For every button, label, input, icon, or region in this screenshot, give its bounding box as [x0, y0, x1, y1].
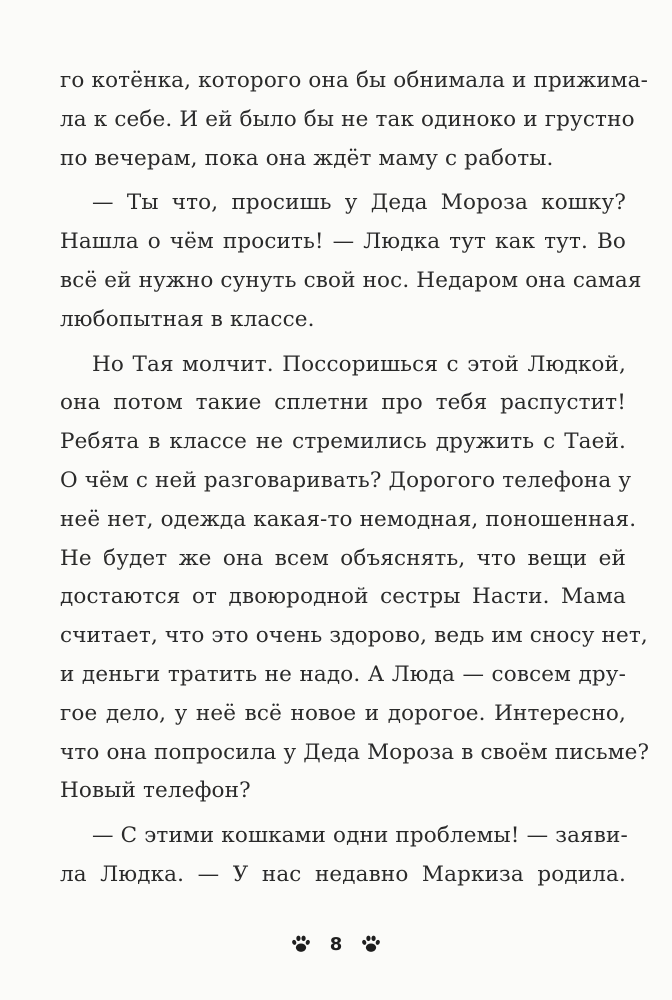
- paragraph-1: [60, 62, 649, 178]
- page-body: [60, 62, 650, 895]
- text-line: Новый телефон?: [60, 778, 251, 804]
- text-line: всё ей нужно сунуть свой нос. Недаром она самая: [60, 267, 642, 293]
- text-line: что она попросила у Деда Мороза в своём письме?: [60, 739, 650, 765]
- page-footer: [0, 933, 672, 955]
- text-line: считает, что это очень здорово, ведь им сносу нет,: [60, 623, 648, 649]
- text-line: она потом такие сплетни про тебя распустит!: [60, 390, 626, 416]
- paw-print-icon: [360, 933, 382, 955]
- text-line: — Ты что, просишь у Деда Мороза кошку?: [92, 190, 626, 216]
- paragraph-3: [60, 346, 650, 812]
- text-line: Ребята в классе не стремились дружить с Таей.: [60, 429, 626, 455]
- page-number: 8: [329, 933, 343, 955]
- text-line: — С этими кошками одни проблемы! — заяви-: [92, 823, 628, 849]
- paw-print-icon: [290, 933, 312, 955]
- text-line: по вечерам, пока она ждёт маму с работы.: [60, 145, 554, 171]
- text-line: Но Тая молчит. Поссоришься с этой Людкой,: [92, 351, 626, 377]
- paragraph-2: [60, 184, 642, 339]
- text-line: Не будет же она всем объяснять, что вещи ей: [60, 545, 626, 571]
- text-line: О чём с ней разговаривать? Дорогого телефона у: [60, 467, 632, 493]
- paragraph-4: [60, 817, 626, 895]
- text-line: и деньги тратить не надо. А Люда — совсем дру-: [60, 661, 626, 687]
- text-line: неё нет, одежда какая-то немодная, поношенная.: [60, 506, 637, 532]
- text-line: Нашла о чём просить! — Людка тут как тут. Во: [60, 229, 626, 255]
- text-line: ла Людка. — У нас недавно Маркиза родила.: [60, 861, 626, 887]
- text-line: го котёнка, которого она бы обнимала и прижима-: [60, 68, 649, 93]
- text-line: гое дело, у неё всё новое и дорогое. Интересно,: [60, 700, 626, 726]
- text-line: ла к себе. И ей было бы не так одиноко и грустно: [60, 106, 635, 132]
- text-line: любопытная в классе.: [60, 306, 315, 332]
- text-line: достаются от двоюродной сестры Насти. Мама: [60, 584, 626, 610]
